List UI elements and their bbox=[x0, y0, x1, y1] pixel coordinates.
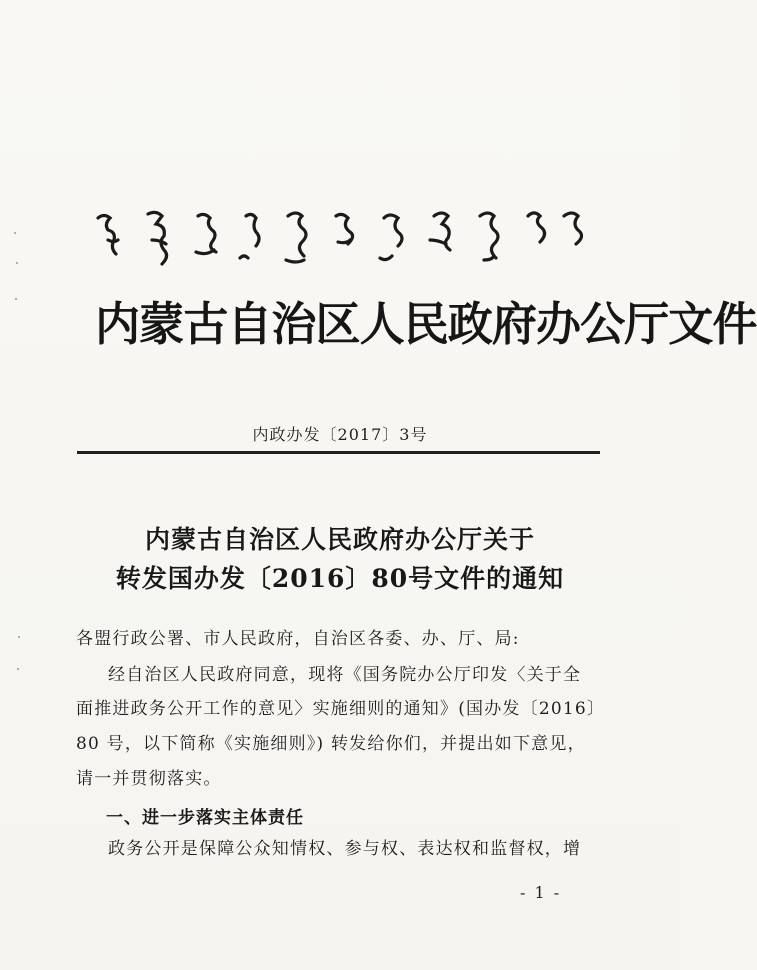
scan-speck bbox=[18, 636, 20, 638]
document-number: 内政办发〔2017〕3号 bbox=[252, 425, 428, 444]
paragraph-1-line-2: 面推进政务公开工作的意见〉实施细则的通知》(国办发〔2016〕 bbox=[76, 699, 606, 719]
scan-speck bbox=[16, 262, 18, 264]
mongolian-script-title bbox=[0, 204, 680, 274]
paragraph-1-line-4: 请一并贯彻落实。 bbox=[76, 769, 222, 789]
paragraph-1-line-1: 经自治区人民政府同意，现将《国务院办公厅印发〈关于全 bbox=[108, 665, 582, 685]
scan-speck bbox=[15, 298, 17, 300]
scan-speck bbox=[14, 232, 16, 234]
addressees-line: 各盟行政公署、市人民政府，自治区各委、办、厅、局: bbox=[76, 629, 520, 649]
section-1-heading: 一、进一步落实主体责任 bbox=[106, 808, 304, 828]
scan-speck bbox=[17, 668, 19, 670]
paragraph-2-line-1: 政务公开是保障公众知情权、参与权、表达权和监督权，增 bbox=[108, 839, 582, 859]
paragraph-1-line-3: 80 号，以下简称《实施细则》) 转发给你们，并提出如下意见， bbox=[76, 734, 586, 754]
subject-title-line-2: 转发国办发〔2016〕80号文件的通知 bbox=[115, 564, 565, 593]
issuing-authority-title: 内蒙古自治区人民政府办公厅文件 bbox=[95, 297, 757, 351]
header-divider bbox=[77, 451, 600, 454]
subject-title-line-1: 内蒙古自治区人民政府办公厅关于 bbox=[144, 525, 535, 554]
page-number: - 1 - bbox=[520, 883, 562, 902]
